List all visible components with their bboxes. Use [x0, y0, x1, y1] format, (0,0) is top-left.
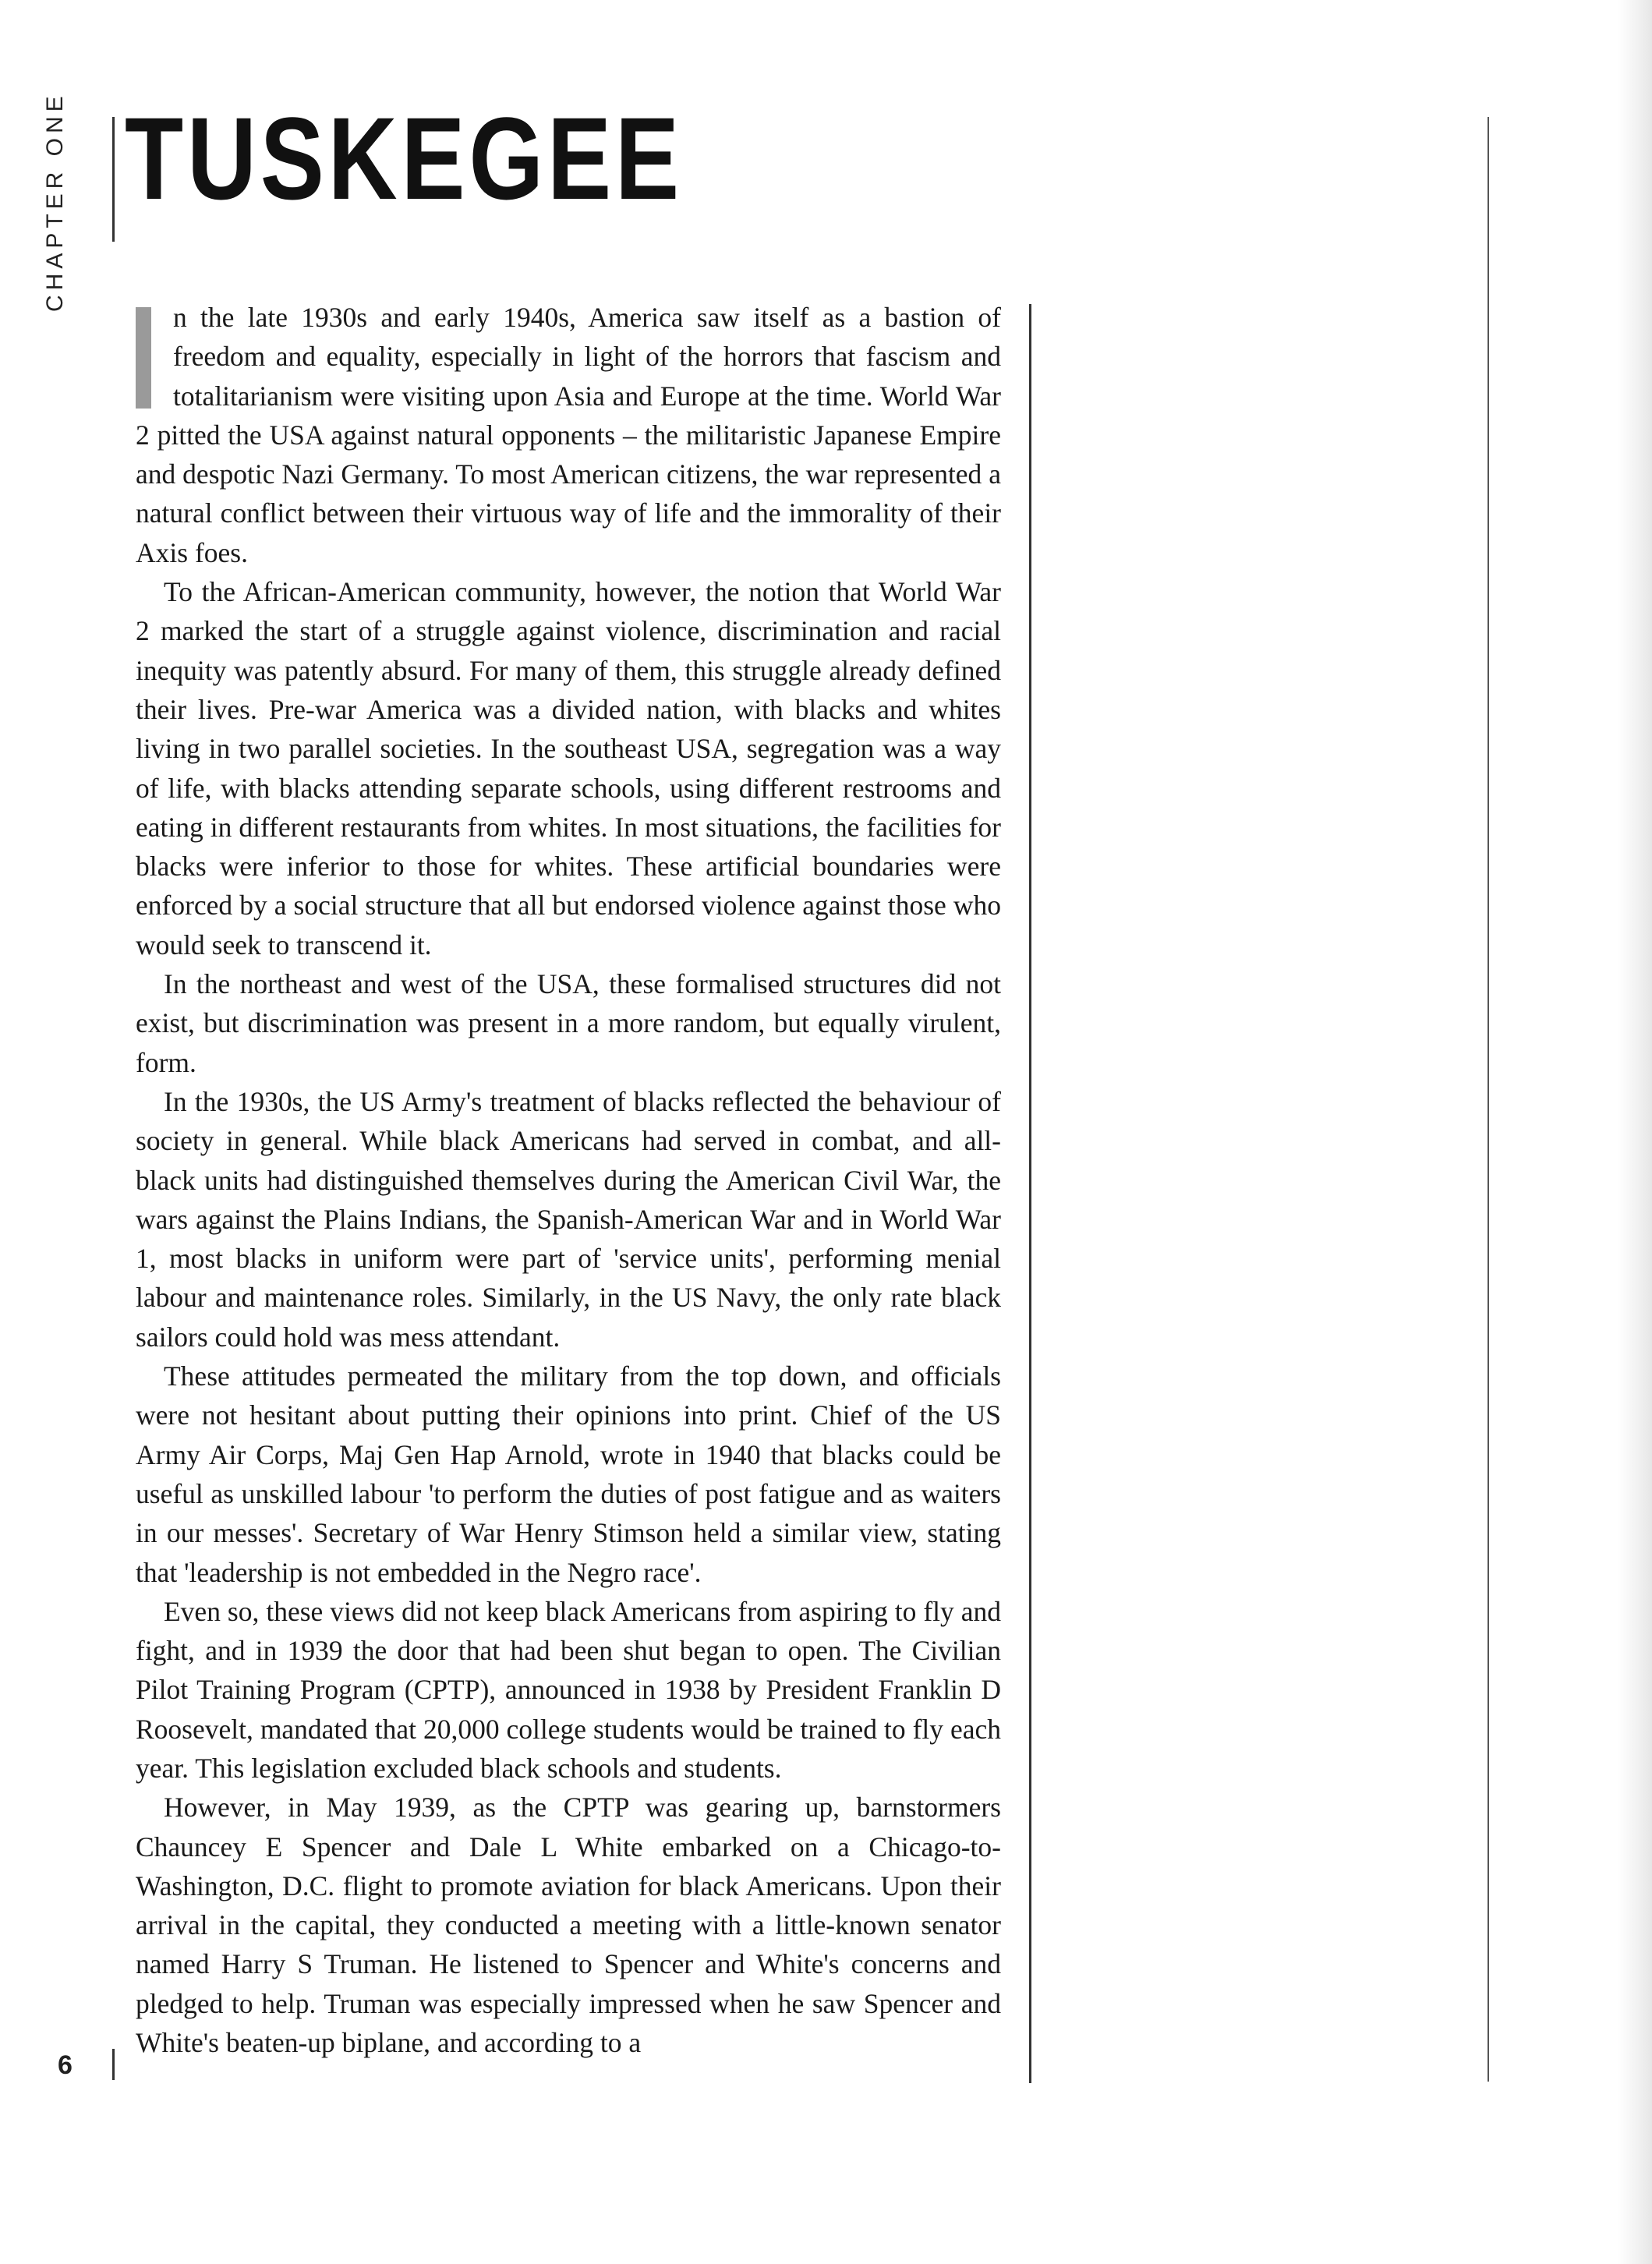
- paragraph: In the 1930s, the US Army's treatment of blacks reflected the behaviour of society in general. While black Americans had served in combat, and all-black units had distinguished themselves during the American Civil War, the wars against the Plains Indians, the Spanish-American War and in World War 1, most blacks in uniform were part of 'service units', performing menial labour and maintenance roles. Similarly, in the US Navy, the only rate black sailors could hold was mess attendant.: [136, 1085, 1001, 1353]
- right-margin-rule: [1488, 117, 1489, 2082]
- chapter-title: TUSKEGEE: [125, 93, 683, 224]
- paragraph: Even so, these views did not keep black Americans from aspiring to fly and fight, and in 1939 the door that had been shut began to open. The Civilian Pilot Training Program (CPTP), announced in 1938 by President Franklin D Roosevelt, mandated that 20,000 college students would be trained to fly each year. This legislation excluded black schools and students.: [136, 1595, 1001, 1784]
- paragraph: However, in May 1939, as the CPTP was gearing up, barnstormers Chauncey E Spencer and Dale L White embarked on a Chicago-to-Washington, D.C. flight to promote aviation for black Americans. Upon their arrival in the capital, they conducted a meeting with a little-known senator named Harry S Truman. He listened to Spencer and White's concerns and pledged to help. Truman was especially impressed when he saw Spencer and White's beaten-up biplane, and according to a: [136, 1792, 1001, 2059]
- article-body: [136, 298, 1001, 2062]
- left-rule-bottom: [112, 2049, 115, 2080]
- page-edge-shadow: [1618, 0, 1652, 2264]
- paragraph: In the northeast and west of the USA, these formalised structures did not exist, but discrimination was present in a more random, but equally virulent, form.: [136, 968, 1001, 1078]
- chapter-label: CHAPTER ONE: [42, 91, 68, 312]
- left-rule-top: [112, 117, 115, 242]
- column-rule: [1029, 304, 1031, 2083]
- drop-cap-bar: [136, 307, 151, 409]
- page-number: 6: [58, 2050, 73, 2080]
- paragraph: To the African-American community, however, the notion that World War 2 marked the start of a struggle against violence, discrimination and racial inequity was patently absurd. For many of them, this struggle already defined their lives. Pre-war America was a divided nation, with blacks and whites living in two parallel societies. In the southeast USA, segregation was a way of life, with blacks attending separate schools, using different restrooms and eating in different restaurants from whites. In most situations, the facilities for blacks were inferior to those for whites. These artificial boundaries were enforced by a social structure that all but endorsed violence against those who would seek to transcend it.: [136, 576, 1001, 960]
- paragraph: These attitudes permeated the military from the top down, and officials were not hesitant about putting their opinions into print. Chief of the US Army Air Corps, Maj Gen Hap Arnold, wrote in 1940 that blacks could be useful as unskilled labour 'to perform the duties of post fatigue and as waiters in our messes'. Secretary of War Henry Stimson held a similar view, stating that 'leadership is not embedded in the Negro race'.: [136, 1360, 1001, 1588]
- paragraph: n the late 1930s and early 1940s, America saw itself as a bastion of freedom and equality, especially in light of the horrors that fascism and totalitarianism were visiting upon Asia and Europe at the time. World War 2 pitted the USA against natural opponents – the militaristic Japanese Empire and despotic Nazi Germany. To most American citizens, the war represented a natural conflict between their virtuous way of life and the immorality of their Axis foes.: [136, 302, 1001, 568]
